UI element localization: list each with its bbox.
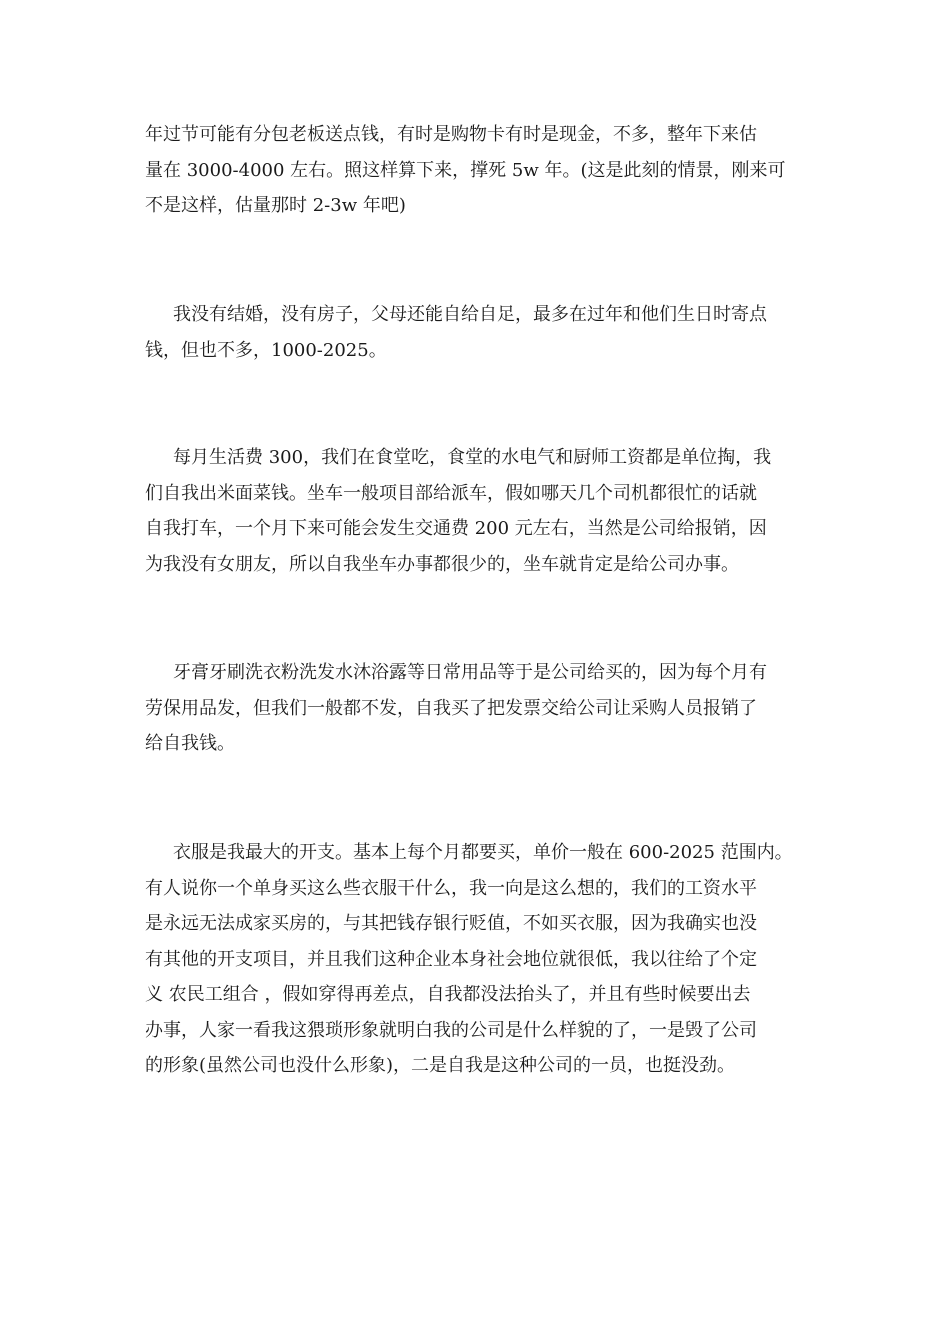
paragraph-2: [145, 297, 815, 368]
paragraph-line: 义 农民工组合 ，假如穿得再差点，自我都没法抬头了，并且有些时候要出去: [145, 984, 751, 1005]
paragraph-line: 衣服是我最大的开支。基本上每个月都要买，单价一般在 600-2025 范围内。: [173, 842, 793, 863]
paragraph-line: 自我打车，一个月下来可能会发生交通费 200 元左右，当然是公司给报销，因: [145, 518, 767, 539]
paragraph-line: 我没有结婚，没有房子，父母还能自给自足，最多在过年和他们生日时寄点: [173, 304, 767, 325]
paragraph-line: 牙膏牙刷洗衣粉洗发水沐浴露等日常用品等于是公司给买的，因为每个月有: [173, 662, 767, 683]
paragraph-line: 给自我钱。: [145, 733, 235, 754]
paragraph-5: [145, 835, 815, 1084]
paragraph-line: 有其他的开支项目，并且我们这种企业本身社会地位就很低，我以往给了个定: [145, 948, 757, 970]
paragraph-line: 年过节可能有分包老板送点钱，有时是购物卡有时是现金，不多，整年下来估: [145, 124, 757, 145]
paragraph-line: 劳保用品发，但我们一般都不发，自我买了把发票交给公司让采购人员报销了: [145, 697, 757, 719]
paragraph-1: [145, 117, 815, 224]
paragraph-line: 办事，人家一看我这猥琐形象就明白我的公司是什么样貌的了，一是毁了公司: [145, 1019, 757, 1041]
paragraph-line: 的形象(虽然公司也没什么形象)，二是自我是这种公司的一员，也挺没劲。: [145, 1055, 736, 1076]
paragraph-4: [145, 655, 815, 762]
paragraph-3: [145, 440, 815, 582]
paragraph-line: 为我没有女朋友，所以自我坐车办事都很少的，坐车就肯定是给公司办事。: [145, 553, 739, 575]
paragraph-line: 量在 3000-4000 左右。照这样算下来，撑死 5w 年。(这是此刻的情景，刚来可: [145, 159, 786, 181]
paragraph-line: 不是这样，估量那时 2-3w 年吧): [145, 195, 406, 216]
paragraph-line: 是永远无法成家买房的，与其把钱存银行贬值，不如买衣服，因为我确实也没: [145, 913, 757, 934]
paragraph-line: 们自我出米面菜钱。坐车一般项目部给派车，假如哪天几个司机都很忙的话就: [145, 482, 757, 504]
paragraph-line: 有人说你一个单身买这么些衣服干什么，我一向是这么想的，我们的工资水平: [145, 877, 757, 899]
paragraph-line: 每月生活费 300，我们在食堂吃，食堂的水电气和厨师工资都是单位掏，我: [173, 447, 772, 468]
paragraph-line: 钱，但也不多，1000-2025。: [145, 339, 387, 361]
